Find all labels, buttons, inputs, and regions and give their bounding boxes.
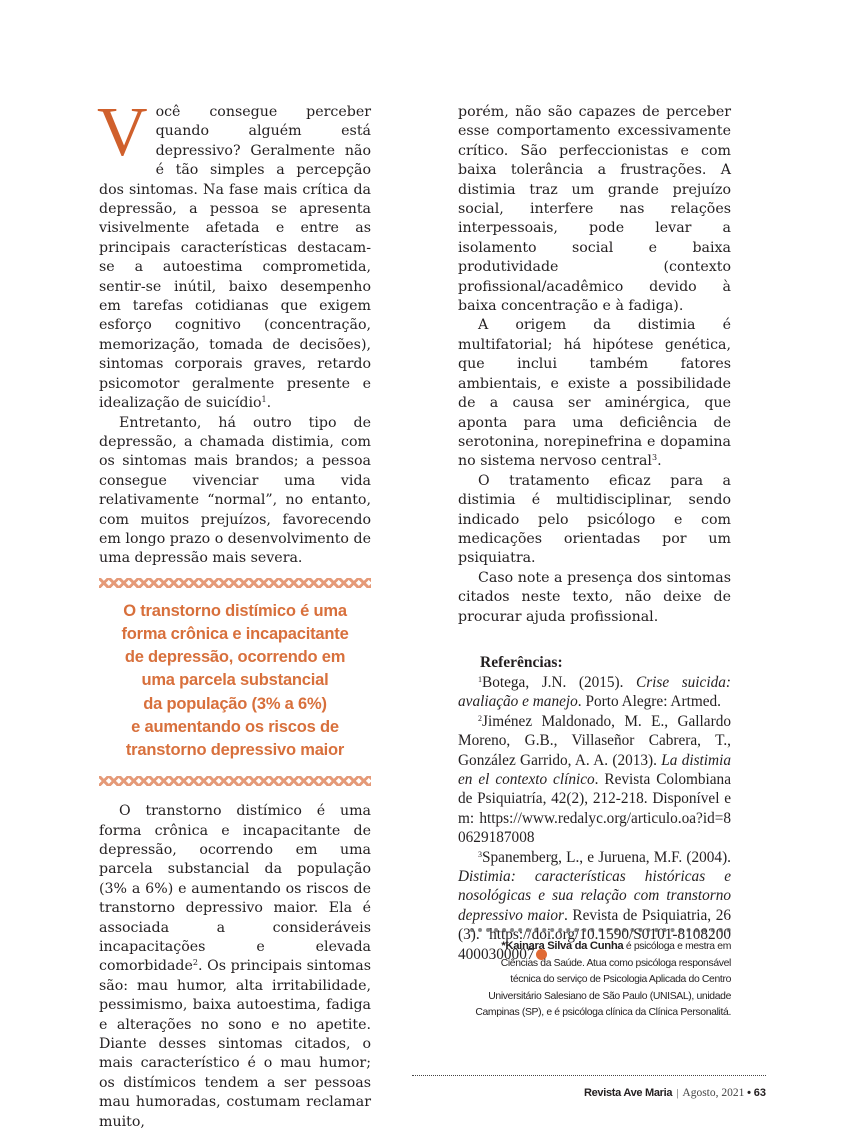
magazine-name: Revista Ave Maria: [583, 1087, 673, 1099]
page-footer: [584, 1087, 766, 1099]
paragraph-conclusao: Caso note a presença dos sintomas citados neste texto, não deixe de procurar ajuda profissional.: [458, 569, 731, 625]
footer-separator: |: [676, 1087, 679, 1099]
decorative-divider-top: [99, 578, 371, 588]
reference-item: $^2$Jiménez Maldonado, M. E., Gallardo Moreno, G.B., Villaseñor Cabrera, T., González Garrido, A. A. (2013). La distimia en el contexto clínico. Revista Colombiana de Psiquiatría, 42(2), 212-218. Disponível em: https://www.redalyc.org/articulo.oa?id=80629187008: [458, 712, 731, 847]
reference-link: . Revista de Psiquiatria, 26 (3). https://doi.org/10.1590/S0101-81082004000300007: [458, 906, 731, 963]
reference-item: $^1$Botega, J.N. (2015). Crise suicida: avaliação e manejo. Porto Alegre: Artmed.: [458, 673, 731, 711]
page-number: 63: [753, 1087, 766, 1099]
author-bio: [470, 928, 731, 1022]
paragraph-transtorno: O transtorno distímico é uma forma crônica e incapacitante de depressão, ocorrendo em uma parcela substancial da população (3% a 6%) e aumentando os riscos de transtorno depressivo maior. Ela é associada a consideráveis incapacitações e elevada comorbidade$^2$. Os principais sintomas são: mau humor, alta irritabilidade, pessimismo, baixa autoestima, fadiga e alterações no sono e no apetite. Diante desses sintomas citados, o mais característico é o mau humor; os distímicos tendem a ser pessoas mau humoradas, costumam reclamar muito,: [99, 803, 371, 1130]
footnote-ref-2: 2: [192, 958, 198, 968]
paragraph-origem: A origem da distimia é multifatorial; há hipótese genética, que inclui também fatores ambientais, e existe a possibilidade de a causa ser aminérgica, que aponta para uma deficiência de serotonina, norepinefrina e dopamina no sistema nervoso central$^3$.: [458, 317, 731, 470]
references-heading: Referências:: [480, 653, 563, 671]
paragraph-continuation: porém, não são capazes de perceber esse comportamento excessivamente crítico. São perfeccionistas e com baixa tolerância a frustrações. A distimia traz um grande prejuízo social, interfere nas relações interpessoais, pode levar a isolamento social e baixa produtividade (contexto profissional/acadêmico devido à baixa concentração e à fadiga).: [458, 104, 731, 315]
decorative-divider-bottom: [99, 776, 371, 786]
references-list: [458, 673, 731, 964]
paragraph-distimia: Entretanto, há outro tipo de depressão, a chamada distimia, com os sintomas mais brandos; a pessoa consegue vivenciar uma vida relativamente “normal”, no entanto, com muitos prejuízos, favorecendo em longo prazo o desenvolvimento de uma depressão mais severa.: [99, 414, 371, 567]
reference-link: . Revista Colombiana de Psiquiatría, 42(2), 212-218. Disponível em: https://www.redalyc.org/articulo.oa?id=80629187008: [458, 771, 731, 847]
drop-cap: V: [97, 94, 148, 171]
paragraph-tratamento: O tratamento eficaz para a distimia é multidisciplinar, sendo indicado pelo psicólogo e com medicações orientadas por um psiquiatra.: [458, 472, 731, 567]
author-name: *Kainara Silva da Cunha: [501, 940, 624, 952]
footnote-ref-3: 3: [651, 453, 658, 463]
pull-quote: O transtorno distímico é uma forma crônica e incapacitante de depressão, ocorrendo em uma parcela substancial da população (3% a 6%) e aumentando os riscos de transtorno depressivo maior: [121, 601, 349, 759]
intro-paragraph: Você consegue perceber quando alguém está depressivo? Geralmente não é tão simples a percepção dos sintomas. Na fase mais crítica da depressão, a pessoa se apresenta visivelmente afetada e entre as principais características destacam-se a autoestima comprometida, sentir-se inútil, baixo desempenho em tarefas cotidianas que exigem esforço cognitivo (concentração, memorização, tomada de decisões), sintomas corporais graves, retardo psicomotor geralmente presente e idealização de suicídio$^1$.: [97, 94, 371, 412]
right-column: [458, 103, 731, 964]
footnote-ref-1: 1: [261, 395, 267, 405]
footer-dotted-rule: [412, 1075, 766, 1076]
bio-dotted-rule: [470, 928, 731, 936]
left-column: [97, 94, 371, 1132]
reference-item: $^3$Spanemberg, L., e Juruena, M.F. (2004). Distimia: características históricas e nosológicas e sua relação com transtorno depressivo maior. Revista de Psiquiatria, 26 (3). https://doi.org/10.1590/S0101-81082004000300007: [458, 848, 731, 963]
author-description: é psicóloga e mestra em Ciências da Saúde. Atua como psicóloga responsável técnica do serviço de Psicologia Aplicada do Centro Universitário Salesiano de São Paulo (UNISAL), unidade Campinas (SP), e é psicóloga clínica da Clínica Personalitá.: [475, 941, 731, 1018]
bullet-icon: •: [747, 1087, 751, 1099]
issue-date: Agosto, 2021: [682, 1087, 745, 1099]
